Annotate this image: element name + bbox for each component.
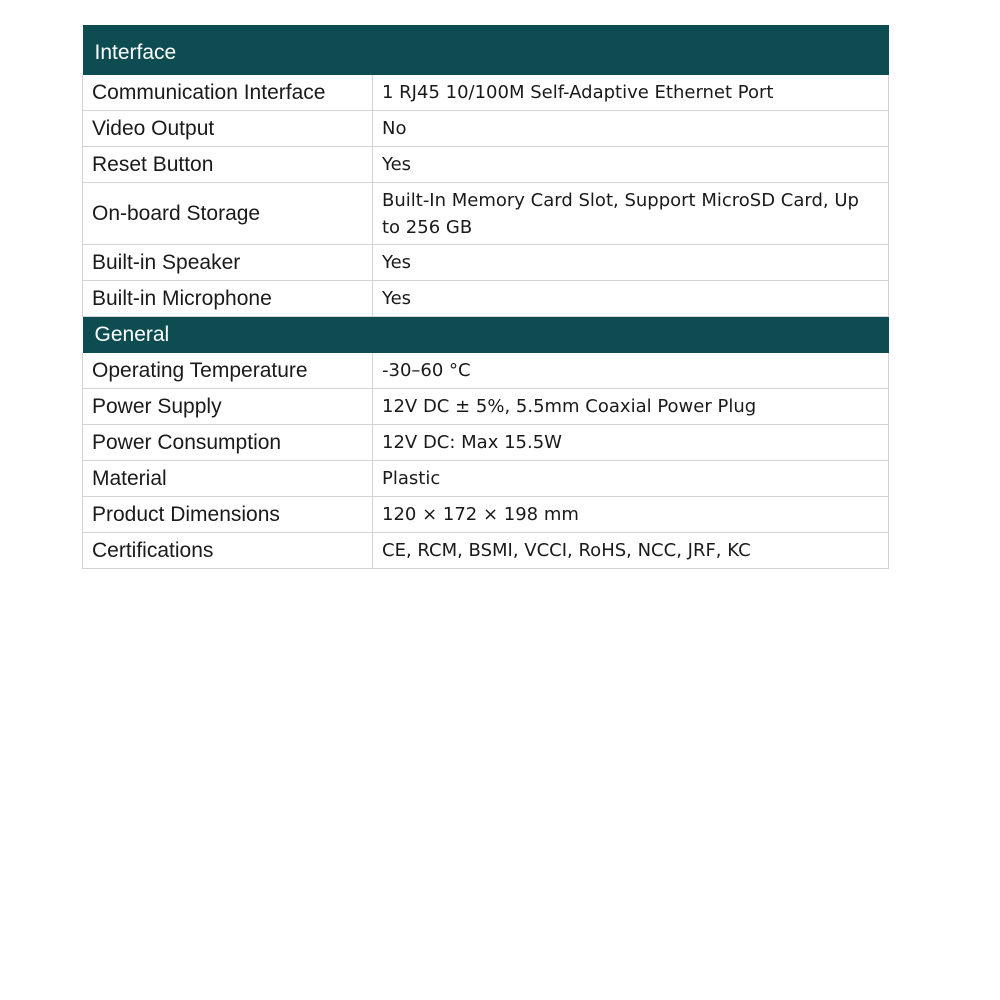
row-label: Built-in Speaker <box>83 245 373 281</box>
section-title: General <box>83 317 889 354</box>
table-row <box>83 389 889 425</box>
table-row <box>83 245 889 281</box>
table-row <box>83 353 889 389</box>
section-title: Interface <box>83 25 889 75</box>
table-row <box>83 281 889 317</box>
section-header-general <box>83 317 889 354</box>
row-value: 1 RJ45 10/100M Self-Adaptive Ethernet Port <box>373 75 889 111</box>
row-label: Material <box>83 461 373 497</box>
table-row <box>83 533 889 569</box>
row-value: Built-In Memory Card Slot, Support MicroSD Card, Up to 256 GB <box>373 183 889 245</box>
spec-table <box>82 25 889 569</box>
table-row <box>83 461 889 497</box>
row-label: Product Dimensions <box>83 497 373 533</box>
row-label: Built-in Microphone <box>83 281 373 317</box>
table-row <box>83 147 889 183</box>
row-label: Video Output <box>83 111 373 147</box>
row-value: CE, RCM, BSMI, VCCI, RoHS, NCC, JRF, KC <box>373 533 889 569</box>
table-row <box>83 75 889 111</box>
row-value: 120 × 172 × 198 mm <box>373 497 889 533</box>
row-value: Yes <box>373 281 889 317</box>
row-label: Operating Temperature <box>83 353 373 389</box>
row-label: Reset Button <box>83 147 373 183</box>
row-value: Plastic <box>373 461 889 497</box>
row-value: -30–60 °C <box>373 353 889 389</box>
row-label: Power Consumption <box>83 425 373 461</box>
row-label: Certifications <box>83 533 373 569</box>
table-row <box>83 425 889 461</box>
row-label: Power Supply <box>83 389 373 425</box>
row-value: No <box>373 111 889 147</box>
row-value: Yes <box>373 147 889 183</box>
table-row <box>83 497 889 533</box>
row-value: Yes <box>373 245 889 281</box>
row-label: On-board Storage <box>83 183 373 245</box>
table-row <box>83 111 889 147</box>
table-row <box>83 183 889 245</box>
row-value: 12V DC: Max 15.5W <box>373 425 889 461</box>
row-label: Communication Interface <box>83 75 373 111</box>
row-value: 12V DC ± 5%, 5.5mm Coaxial Power Plug <box>373 389 889 425</box>
section-header-interface <box>83 25 889 75</box>
